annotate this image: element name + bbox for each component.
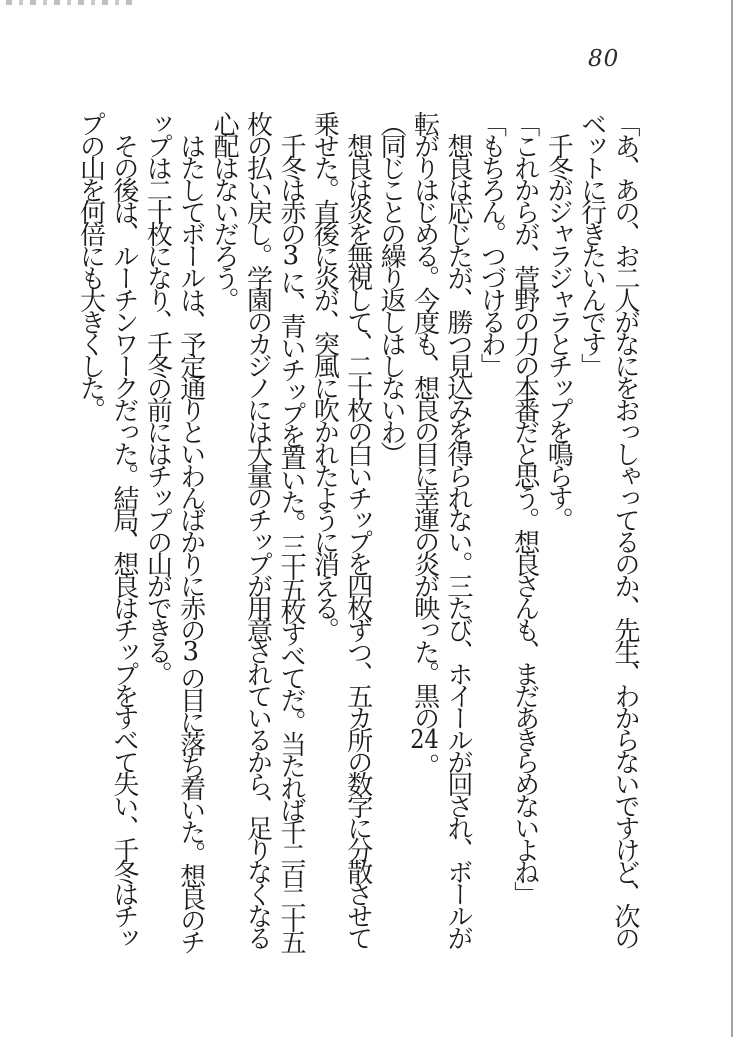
text-line: プの山を何倍にも大きくした。 xyxy=(75,111,106,419)
text-line: 「これからが、菅野の力の本番だと思う。想良さんも、まだあきらめないよね」 xyxy=(509,111,540,903)
scan-artifact-top-left xyxy=(6,0,138,5)
tatechuyoko-number: 24 xyxy=(410,727,439,753)
text-line: その後は、ルーチンワークだった。結局、想良はチップをすべて失い、千冬はチッ xyxy=(108,111,139,947)
text-line: 「あ、あの、お二人がなにをおっしゃってるのか、先生、わからないですけど、次の xyxy=(610,111,640,947)
text-line: 想良は応じたが、勝つ見込みを得られない。三たび、ホイールが回され、ボールが xyxy=(442,111,473,947)
page-edge-line xyxy=(731,0,733,1037)
text-block xyxy=(73,111,641,991)
text-line: 千冬がジャラジャラとチップを鳴らす。 xyxy=(543,111,574,529)
tatechuyoko-number: 3 xyxy=(282,243,300,269)
text-line: ップは二十枚になり、千冬の前にはチップの山ができる。 xyxy=(142,111,173,683)
text-line: 枚の払い戻し。学園のカジノには大量のチップが用意されているから、足りなくなる xyxy=(242,111,273,947)
text-line: 想良は炎を無視して、二十枚の白いチップを四枚ずつ、五カ所の数字に分散させて xyxy=(342,111,373,947)
tatechuyoko-number: 3 xyxy=(182,639,199,665)
text-line: 心配はないだろう。 xyxy=(209,111,240,309)
text-line: はたしてボールは、予定通りといわんばかりに赤の3の目に落ち着いた。想良のチ xyxy=(175,111,206,951)
text-line: ベットに行きたいんです」 xyxy=(576,111,607,375)
text-line: 乗せた。直後に炎が、突風に吹かれたように消える。 xyxy=(309,111,340,639)
text-line: 「もちろん。つづけるわ」 xyxy=(476,111,507,375)
text-line: 転がりはじめる。今度も、想良の目に幸運の炎が映った。黒の24。 xyxy=(409,111,440,775)
text-line: （同じことの繰り返しはしないわ） xyxy=(376,111,407,463)
page-number: 80 xyxy=(588,46,620,72)
text-line: 千冬は赤の3に、青いチップを置いた。三十五枚すべてだ。当たれば千二百二十五 xyxy=(275,111,306,951)
